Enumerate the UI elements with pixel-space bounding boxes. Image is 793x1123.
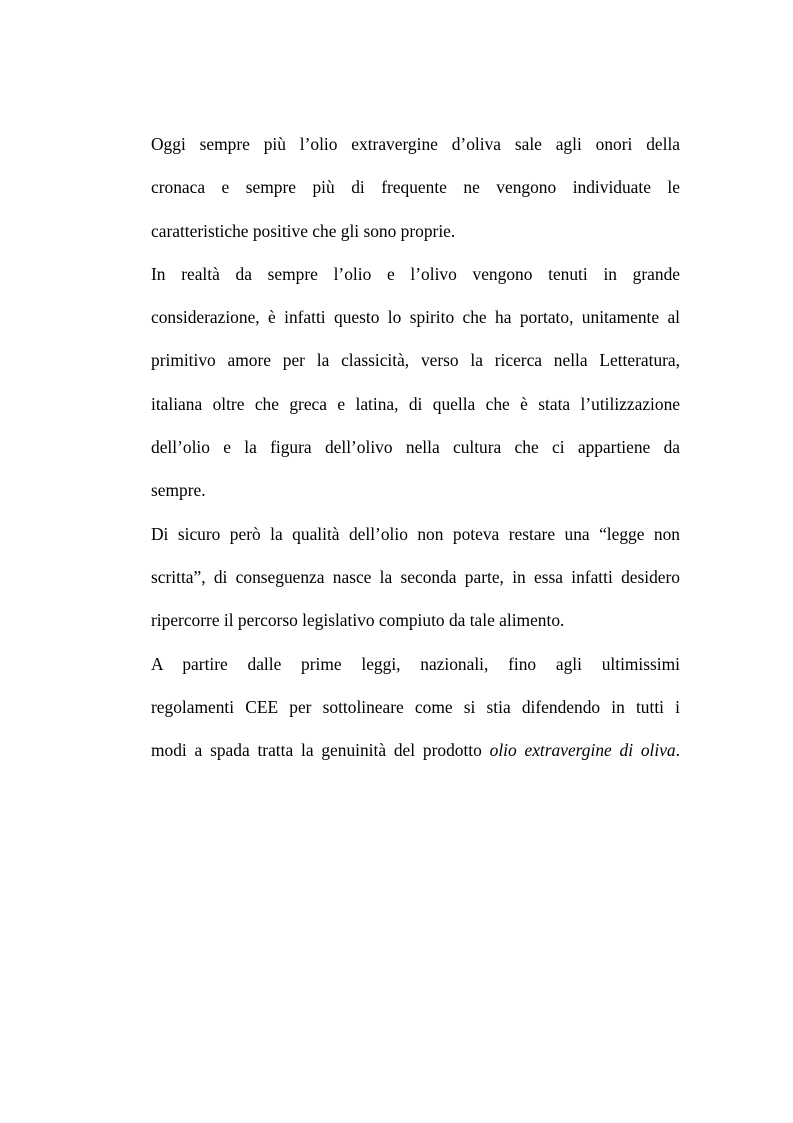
text-line: In realtà da sempre l’olio e l’olivo vengono tenuti in grande — [151, 263, 680, 284]
text-line: ripercorre il percorso legislativo compiuto da tale alimento. — [151, 610, 565, 631]
paragraph-1 — [151, 124, 680, 254]
text-line: scritta”, di conseguenza nasce la seconda parte, in essa infatti desidero — [151, 566, 680, 587]
text-line: sempre. — [151, 480, 206, 501]
text-line: dell’olio e la figura dell’olivo nella cultura che ci appartiene da — [151, 437, 680, 458]
text-line: A partire dalle prime leggi, nazionali, fino agli ultimissimi — [151, 653, 680, 674]
text-segment: . — [675, 740, 680, 761]
text-segment: modi a spada tratta la genuinità del prodotto — [151, 740, 490, 761]
paragraph-4 — [151, 644, 680, 774]
text-line: italiana oltre che greca e latina, di quella che è stata l’utilizzazione — [151, 393, 680, 414]
paragraph-2 — [151, 254, 680, 514]
italic-term: olio extravergine di oliva — [489, 740, 676, 761]
text-line: Oggi sempre più l’olio extravergine d’oliva sale agli onori della — [151, 134, 680, 154]
text-line: cronaca e sempre più di frequente ne vengono individuate le — [151, 177, 680, 198]
body-text — [151, 124, 680, 773]
text-line: considerazione, è infatti questo lo spirito che ha portato, unitamente al — [151, 307, 680, 328]
text-line: caratteristiche positive che gli sono proprie. — [151, 220, 456, 241]
text-line: Di sicuro però la qualità dell’olio non poteva restare una “legge non — [151, 523, 680, 544]
text-line-last — [151, 730, 680, 773]
text-line: regolamenti CEE per sottolineare come si stia difendendo in tutti i — [151, 696, 680, 717]
paragraph-3 — [151, 514, 680, 644]
text-line: primitivo amore per la classicità, verso la ricerca nella Letteratura, — [151, 350, 680, 371]
